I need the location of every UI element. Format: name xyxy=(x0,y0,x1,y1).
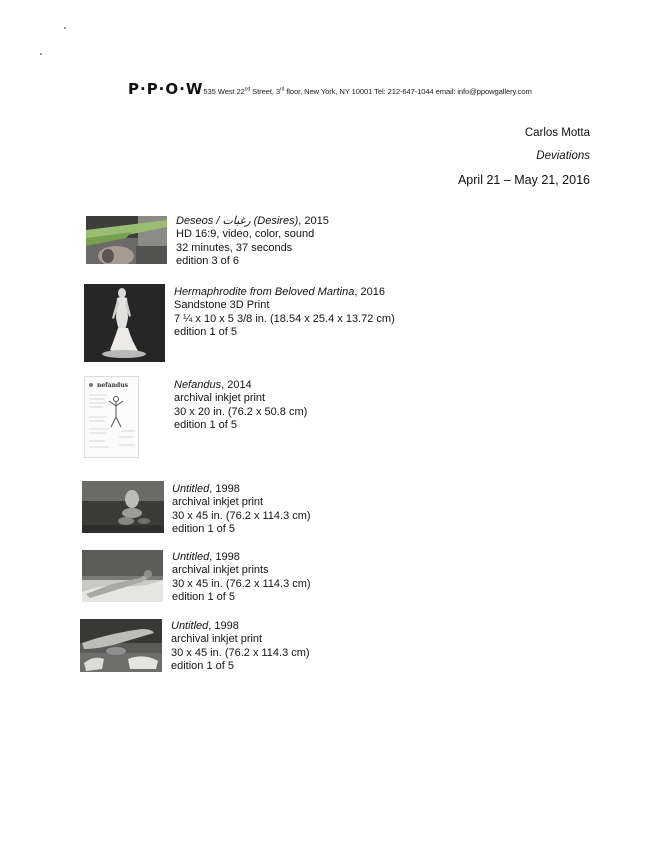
work-edition: edition 1 of 5 xyxy=(171,659,234,672)
work-caption xyxy=(174,379,307,432)
thumbnail-nefandus xyxy=(84,376,139,458)
work-medium: archival inkjet print xyxy=(172,496,264,509)
work-year: , 1998 xyxy=(208,620,239,632)
work-year: , 1998 xyxy=(209,483,240,495)
work-title-line xyxy=(172,551,311,564)
scan-speck xyxy=(40,53,42,55)
artist-name: Carlos Motta xyxy=(524,127,590,139)
work-title: Deseos / رغبات (Desires) xyxy=(176,215,299,227)
work-edition: edition 1 of 5 xyxy=(172,590,235,603)
work-title-line xyxy=(174,379,307,392)
thumbnail-untitled-2 xyxy=(82,550,163,602)
gallery-letterhead xyxy=(128,80,568,100)
work-title-line xyxy=(171,620,310,633)
work-caption xyxy=(171,620,310,673)
work-title-line xyxy=(174,286,395,299)
work-dimensions: 30 x 20 in. (76.2 x 50.8 cm) xyxy=(174,405,308,418)
work-year: , 2014 xyxy=(221,379,252,391)
gallery-address: 535 West 22nd Street, 3rd floor, New York, NY 10001 Tel: 212-647-1044 email: info@ppowgallery.com xyxy=(203,86,532,96)
work-dimensions: 30 x 45 in. (76.2 x 114.3 cm) xyxy=(172,577,311,590)
work-title: Untitled xyxy=(171,620,209,632)
exhibition-title: Deviations xyxy=(536,150,590,162)
work-title: Hermaphrodite from Beloved Martina xyxy=(174,286,355,298)
work-edition: edition 3 of 6 xyxy=(176,254,239,267)
exhibition-dates: April 21 – May 21, 2016 xyxy=(457,173,590,187)
gallery-logo: P·P·O·W xyxy=(128,80,204,98)
work-edition: edition 1 of 5 xyxy=(174,418,237,431)
work-caption xyxy=(176,215,329,268)
work-edition: edition 1 of 5 xyxy=(172,522,235,535)
work-caption xyxy=(172,551,311,604)
work-title: Untitled xyxy=(172,483,210,495)
work-year: , 2015 xyxy=(298,215,329,227)
thumbnail-untitled-3 xyxy=(80,619,162,672)
work-medium: archival inkjet prints xyxy=(172,564,269,577)
work-title: Untitled xyxy=(172,551,210,563)
work-edition: edition 1 of 5 xyxy=(174,325,237,338)
work-caption xyxy=(172,483,311,536)
work-medium: HD 16:9, video, color, sound xyxy=(176,228,315,241)
work-medium: archival inkjet print xyxy=(171,633,263,646)
thumbnail-untitled-1 xyxy=(82,481,164,533)
nefandus-heading: nefandus xyxy=(97,382,128,389)
work-year: , 2016 xyxy=(354,286,385,298)
work-caption xyxy=(174,286,395,339)
work-year: , 1998 xyxy=(209,551,240,563)
work-dimensions: 7 ¼ x 10 x 5 3/8 in. (18.54 x 25.4 x 13.72 cm) xyxy=(174,312,395,325)
work-title-line xyxy=(176,215,329,228)
work-medium: Sandstone 3D Print xyxy=(174,299,270,312)
thumbnail-hermaphrodite xyxy=(84,284,165,362)
work-duration: 32 minutes, 37 seconds xyxy=(176,241,293,254)
work-medium: archival inkjet print xyxy=(174,392,266,405)
scan-speck xyxy=(64,27,66,29)
work-title-line xyxy=(172,483,311,496)
work-dimensions: 30 x 45 in. (76.2 x 114.3 cm) xyxy=(172,509,311,522)
thumbnail-deseos xyxy=(86,216,167,264)
work-title: Nefandus xyxy=(174,379,222,391)
work-dimensions: 30 x 45 in. (76.2 x 114.3 cm) xyxy=(171,646,310,659)
